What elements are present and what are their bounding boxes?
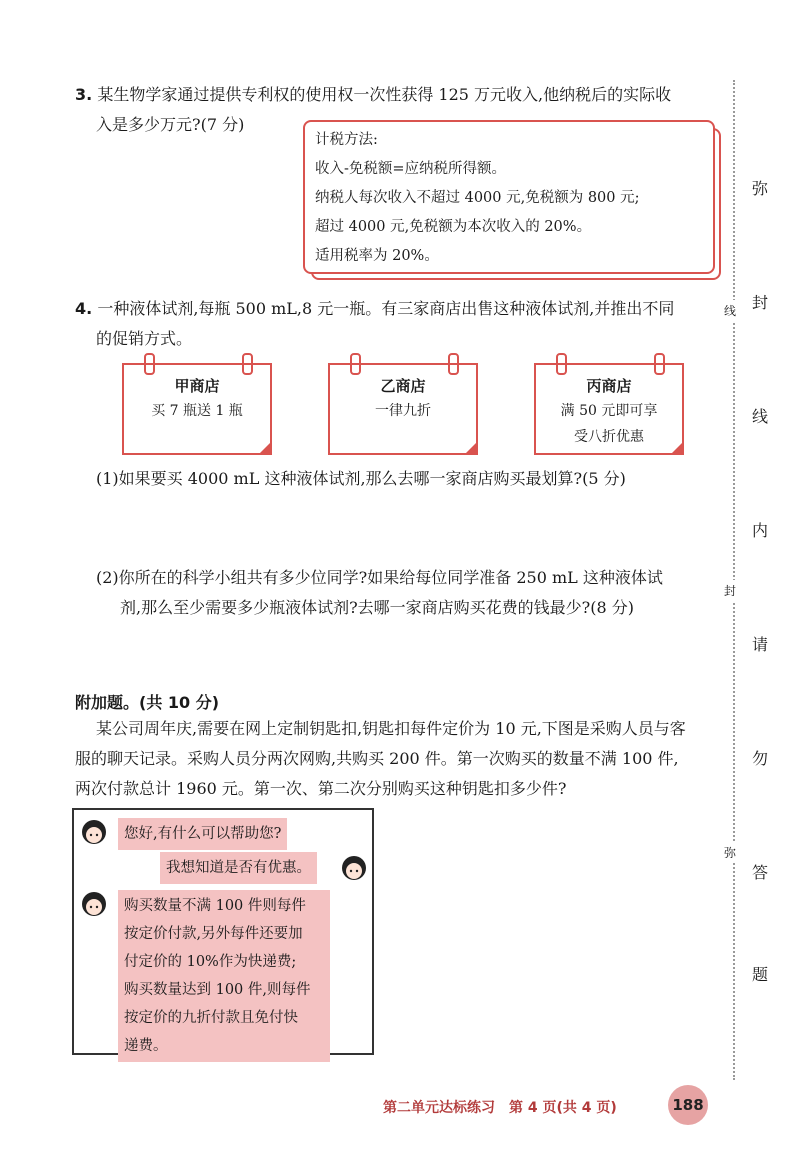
- chat-bubble-buyer: 我想知道是否有优惠。: [160, 852, 317, 884]
- shop-name: 丙商店: [586, 377, 632, 395]
- q4-line2: 的促销方式。: [96, 329, 193, 348]
- margin-char: 题: [752, 965, 769, 984]
- margin-char: 线: [752, 407, 769, 426]
- customer-service-avatar-icon: [80, 818, 108, 848]
- margin-char: 封: [752, 293, 769, 312]
- margin-label: 弥: [724, 842, 736, 863]
- tax-line: 适用税率为 20%。: [315, 248, 439, 264]
- q4-sub2-line2: 剂,那么至少需要多少瓶液体试剂?去哪一家商店购买花费的钱最少?(8 分): [120, 598, 634, 617]
- margin-char: 弥: [752, 179, 769, 198]
- q3-line1: 3. 某生物学家通过提供专利权的使用权一次性获得 125 万元收入,他纳税后的实际收: [75, 85, 672, 104]
- bonus-line2: 服的聊天记录。采购人员分两次网购,共购买 200 件。第一次购买的数量不满 100 件,: [75, 749, 679, 768]
- shop-promo: 满 50 元即可享: [560, 403, 658, 419]
- q4-sub2-line1: (2)你所在的科学小组共有多少位同学?如果给每位同学准备 250 mL 这种液体试: [96, 568, 663, 587]
- bonus-title: 附加题。(共 10 分): [75, 693, 220, 712]
- margin-char: 内: [752, 521, 769, 540]
- q3-line2: 入是多少万元?(7 分): [96, 115, 245, 134]
- customer-service-avatar-icon: [80, 890, 108, 920]
- tax-line: 超过 4000 元,免税额为本次收入的 20%。: [315, 219, 592, 235]
- tax-line: 计税方法:: [315, 132, 378, 148]
- shop-card-yi: [328, 363, 478, 455]
- tax-line: 纳税人每次收入不超过 4000 元,免税额为 800 元;: [315, 190, 640, 206]
- chat-bubble-service-2: 购买数量不满 100 件则每件 按定价付款,另外每件还要加 付定价的 10%作为快递费; 购买数量达到 100 件,则每件 按定价的九折付款且免付快 递费。: [118, 890, 330, 1062]
- shop-name: 乙商店: [380, 377, 426, 395]
- shop-card-jia: [122, 363, 272, 455]
- q4-sub1: (1)如果要买 4000 mL 这种液体试剂,那么去哪一家商店购买最划算?(5 分): [96, 469, 626, 488]
- tax-line: 收入-免税额=应纳税所得额。: [315, 161, 507, 177]
- shop-promo: 一律九折: [375, 403, 431, 419]
- margin-label: 封: [724, 580, 736, 601]
- footer-text: 第二单元达标练习 第 4 页(共 4 页): [383, 1100, 617, 1116]
- bonus-line1: 某公司周年庆,需要在网上定制钥匙扣,钥匙扣每件定价为 10 元,下图是采购人员与客: [96, 719, 686, 738]
- q4-line1: 4. 一种液体试剂,每瓶 500 mL,8 元一瓶。有三家商店出售这种液体试剂,并推出不同: [75, 299, 675, 318]
- margin-char: 答: [752, 863, 769, 882]
- shop-name: 甲商店: [174, 377, 220, 395]
- q4-number: 4.: [75, 299, 93, 318]
- margin-char: 请: [752, 635, 769, 654]
- shop-promo: 买 7 瓶送 1 瓶: [151, 403, 243, 419]
- tax-method-box: [303, 120, 715, 274]
- page-number: 188: [668, 1085, 708, 1125]
- shop-promo-2: 受八折优惠: [574, 429, 644, 445]
- bonus-line3: 两次付款总计 1960 元。第一次、第二次分别购买这种钥匙扣多少件?: [75, 779, 567, 798]
- q3-number: 3.: [75, 85, 93, 104]
- margin-label: 线: [724, 300, 736, 321]
- margin-char: 勿: [752, 749, 769, 768]
- chat-record: [72, 808, 374, 1055]
- chat-bubble-service-1: 您好,有什么可以帮助您?: [118, 818, 287, 850]
- shop-card-bing: [534, 363, 684, 455]
- buyer-avatar-icon: [340, 854, 368, 884]
